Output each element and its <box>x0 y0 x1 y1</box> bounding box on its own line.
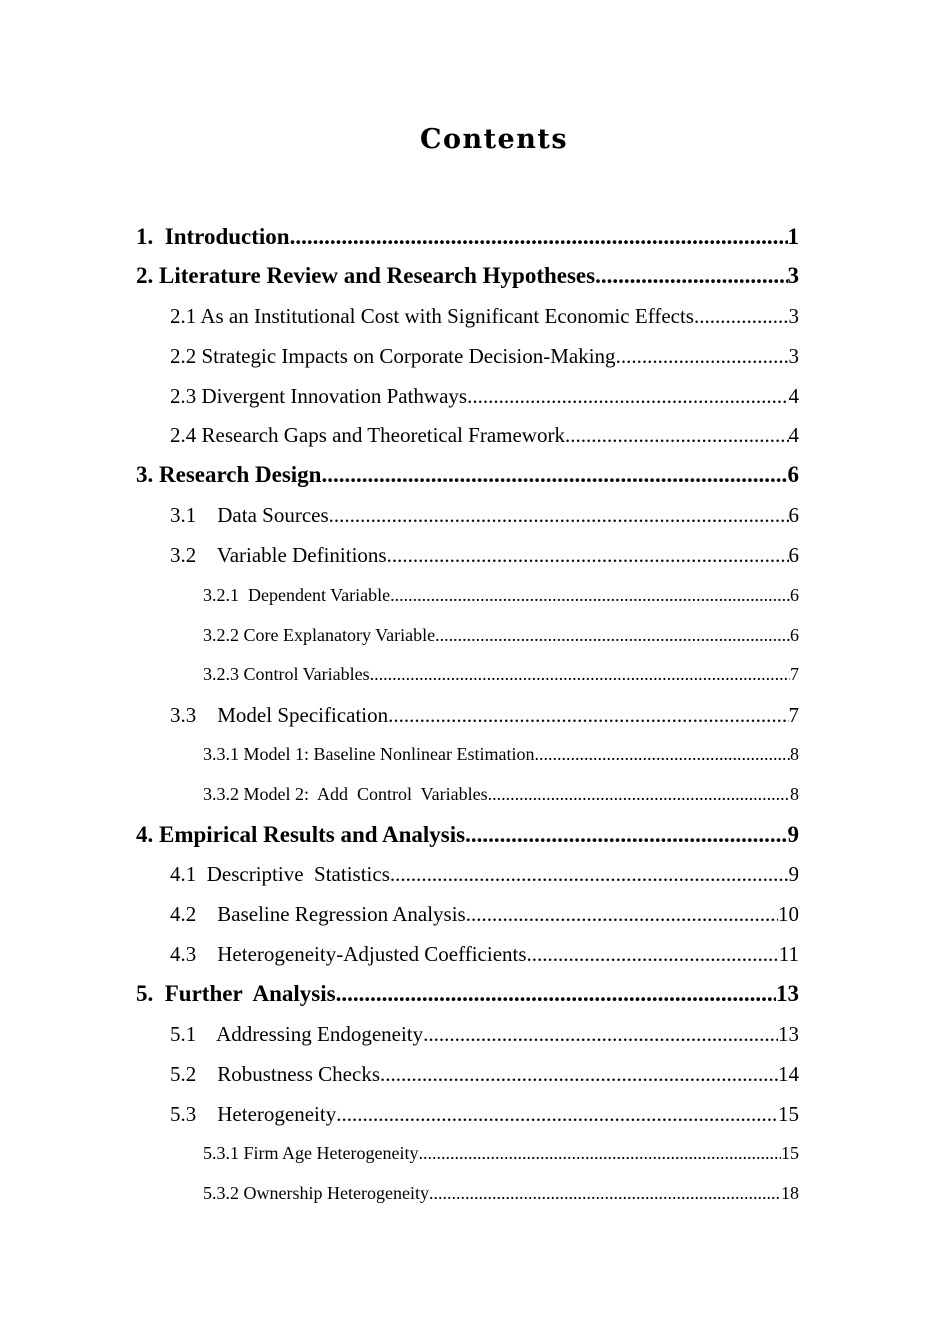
toc-entry-label: 3.2 Variable Definitions <box>170 543 387 567</box>
toc-leader-dots <box>380 1060 778 1088</box>
toc-entry-label: 3.3.1 Model 1: Baseline Nonlinear Estimation <box>203 744 535 764</box>
toc-entry-label: 5.2 Robustness Checks <box>170 1062 380 1086</box>
toc-page-number: 6 <box>788 503 799 527</box>
toc-leader-dots <box>429 1181 781 1205</box>
toc-leader-dots <box>565 421 789 449</box>
toc-entry-3-3-1[interactable] <box>203 742 799 766</box>
toc-leader-dots <box>435 623 790 647</box>
toc-leader-dots <box>527 940 779 968</box>
toc-page-number: 3 <box>787 263 799 288</box>
toc-page-number: 8 <box>790 744 799 764</box>
toc-entry-3[interactable] <box>136 460 799 490</box>
toc-leader-dots <box>488 782 790 806</box>
toc-entry-label: 4. Empirical Results and Analysis <box>136 822 466 847</box>
toc-leader-dots <box>467 382 788 410</box>
toc-page-number: 14 <box>778 1062 799 1086</box>
toc-entry-label: 3.2.3 Control Variables <box>203 664 370 684</box>
toc-page-number: 9 <box>787 822 799 847</box>
toc-entry-label: 3.3 Model Specification <box>170 703 389 727</box>
toc-entry-label: 4.3 Heterogeneity-Adjusted Coefficients <box>170 942 527 966</box>
toc-entry-5-3-2[interactable] <box>203 1181 799 1205</box>
toc-leader-dots <box>418 1141 781 1165</box>
toc-entry-3-2[interactable] <box>170 541 799 569</box>
toc-entry-3-2-2[interactable] <box>203 623 799 647</box>
toc-entry-4-3[interactable] <box>170 940 799 968</box>
toc-entry-2-2[interactable] <box>170 342 799 370</box>
toc-entry-5-3[interactable] <box>170 1100 799 1128</box>
toc-page-number: 6 <box>788 543 799 567</box>
toc-entry-label: 5.3 Heterogeneity <box>170 1102 337 1126</box>
toc-page-number: 6 <box>787 462 799 487</box>
toc-page-number: 9 <box>788 862 799 886</box>
toc-entry-4[interactable] <box>136 820 799 850</box>
toc-page-number: 6 <box>790 625 799 645</box>
page-title: Contents <box>419 124 569 155</box>
toc-page-number: 7 <box>788 703 799 727</box>
toc-page-number: 13 <box>776 981 799 1006</box>
toc-leader-dots <box>329 501 789 529</box>
toc-entry-label: 3.2.2 Core Explanatory Variable <box>203 625 436 645</box>
toc-page-number: 11 <box>778 942 799 966</box>
toc-entry-4-1[interactable] <box>170 860 799 888</box>
toc-leader-dots <box>321 460 787 490</box>
toc-leader-dots <box>387 541 789 569</box>
toc-entry-label: 3.1 Data Sources <box>170 503 329 527</box>
toc-page-number: 15 <box>781 1143 799 1163</box>
toc-leader-dots <box>423 1020 778 1048</box>
toc-entry-5[interactable] <box>136 979 799 1009</box>
toc-entry-3-3[interactable] <box>170 701 799 729</box>
toc-entry-2-3[interactable] <box>170 382 799 410</box>
toc-leader-dots <box>390 860 789 888</box>
toc-leader-dots <box>390 583 790 607</box>
toc-entry-5-1[interactable] <box>170 1020 799 1048</box>
toc-leader-dots <box>694 302 789 330</box>
toc-page-number: 4 <box>788 384 799 408</box>
toc-entry-label: 2.1 As an Institutional Cost with Significant Economic Effects <box>170 304 694 328</box>
toc-entry-4-2[interactable] <box>170 900 799 928</box>
toc-leader-dots <box>290 222 788 252</box>
toc-leader-dots <box>466 900 778 928</box>
toc-entry-label: 5. Further Analysis <box>136 981 336 1006</box>
toc-entry-5-2[interactable] <box>170 1060 799 1088</box>
toc-page-number: 8 <box>790 784 799 804</box>
toc-entry-label: 4.1 Descriptive Statistics <box>170 862 390 886</box>
toc-entry-label: 5.3.2 Ownership Heterogeneity <box>203 1183 429 1203</box>
toc-entry-label: 5.1 Addressing Endogeneity <box>170 1022 424 1046</box>
toc-entry-3-1[interactable] <box>170 501 799 529</box>
toc-entry-3-2-3[interactable] <box>203 662 799 686</box>
toc-page-number: 4 <box>788 423 799 447</box>
toc-entry-label: 1. Introduction <box>136 224 290 249</box>
toc-page-number: 3 <box>788 304 799 328</box>
toc-entry-label: 2.3 Divergent Innovation Pathways <box>170 384 468 408</box>
toc-page-number: 10 <box>778 902 799 926</box>
toc-entry-2[interactable] <box>136 261 799 291</box>
toc-entry-2-1[interactable] <box>170 302 799 330</box>
toc-page-number: 3 <box>788 344 799 368</box>
toc-page-number: 15 <box>778 1102 799 1126</box>
toc-leader-dots <box>595 261 787 291</box>
toc-entry-label: 3.2.1 Dependent Variable <box>203 585 391 605</box>
toc-page-number: 7 <box>790 664 799 684</box>
toc-entry-1[interactable] <box>136 222 799 252</box>
toc-leader-dots <box>370 662 790 686</box>
toc-page-number: 18 <box>781 1183 799 1203</box>
toc-entry-label: 3.3.2 Model 2: Add Control Variables <box>203 784 488 804</box>
toc-entry-label: 3. Research Design <box>136 462 322 487</box>
toc-leader-dots <box>388 701 788 729</box>
toc-leader-dots <box>465 820 787 850</box>
toc-entry-label: 2.2 Strategic Impacts on Corporate Decision-Making <box>170 344 616 368</box>
toc-page-number: 13 <box>778 1022 799 1046</box>
toc-page-number: 6 <box>790 585 799 605</box>
toc-entry-3-2-1[interactable] <box>203 583 799 607</box>
toc-entry-5-3-1[interactable] <box>203 1141 799 1165</box>
toc-entry-label: 5.3.1 Firm Age Heterogeneity <box>203 1143 419 1163</box>
toc-entry-label: 4.2 Baseline Regression Analysis <box>170 902 466 926</box>
toc-leader-dots <box>336 979 776 1009</box>
toc-leader-dots <box>534 742 790 766</box>
toc-leader-dots <box>616 342 789 370</box>
toc-page-number: 1 <box>787 224 799 249</box>
toc-entry-3-3-2[interactable] <box>203 782 799 806</box>
toc-entry-label: 2. Literature Review and Research Hypotheses <box>136 263 596 288</box>
toc-entry-label: 2.4 Research Gaps and Theoretical Framework <box>170 423 565 447</box>
toc-entry-2-4[interactable] <box>170 421 799 449</box>
toc-leader-dots <box>336 1100 778 1128</box>
